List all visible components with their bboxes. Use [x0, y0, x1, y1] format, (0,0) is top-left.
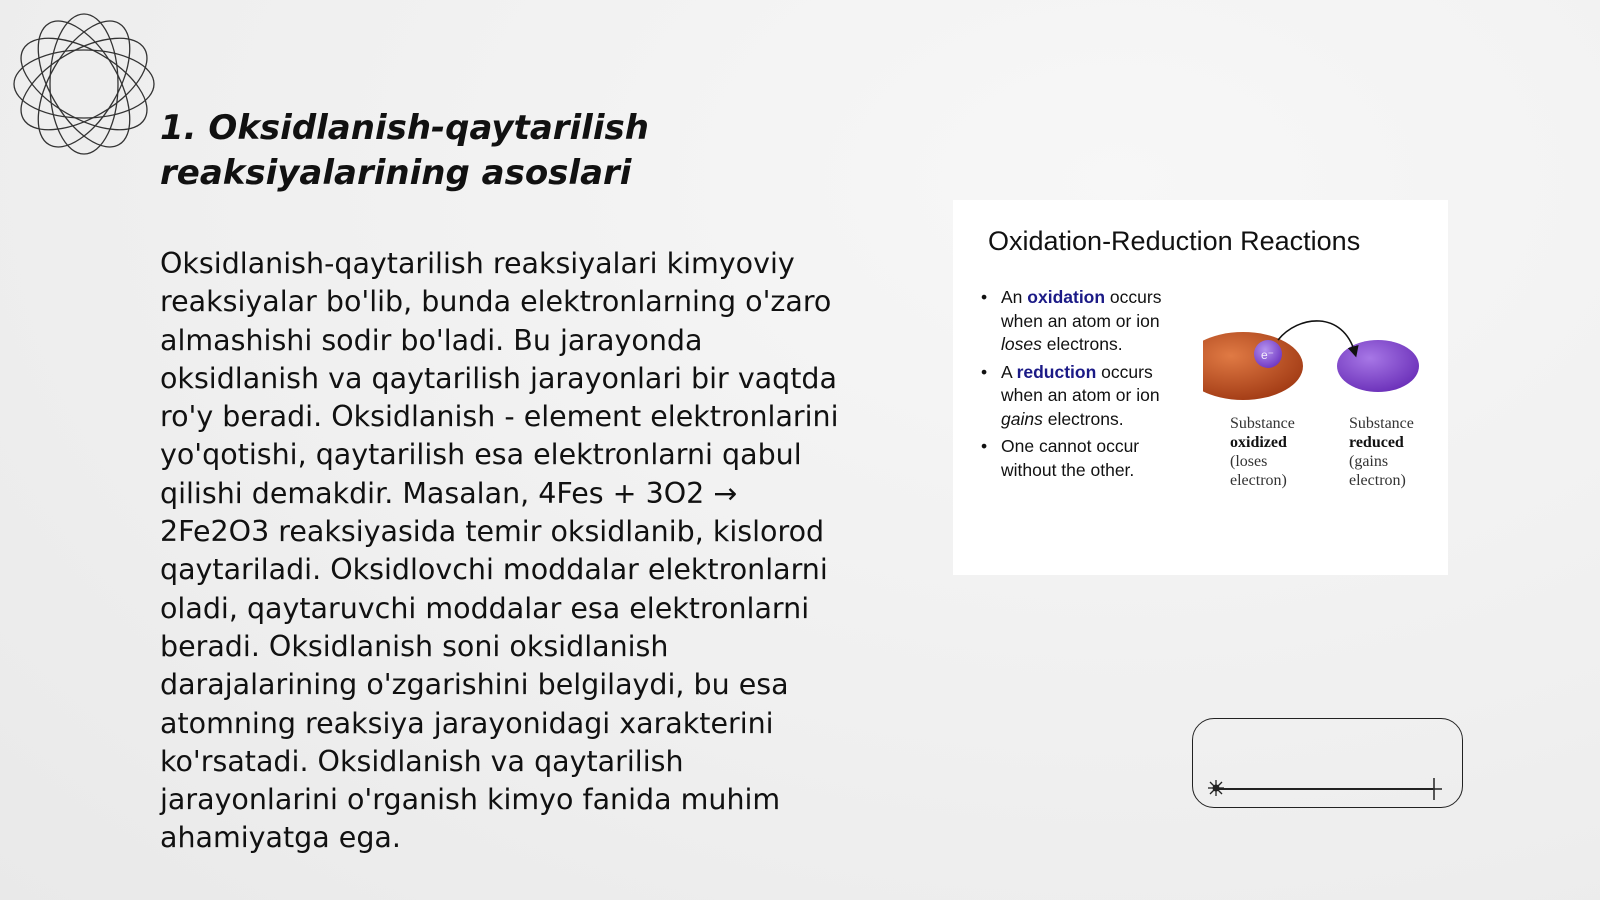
plus-icon[interactable] — [1424, 777, 1444, 801]
slide-title-line2: reaksiyalarining asoslari — [160, 153, 632, 193]
bullet-interdependence: • One cannot occur without the other. — [978, 435, 1188, 482]
decorative-logo — [10, 10, 158, 158]
caption-oxidized: Substance oxidized (loses electron) — [1230, 415, 1295, 489]
slide-title — [160, 106, 860, 196]
bullet-reduction: • A reduction occurs when an atom or ion gains electrons. — [978, 361, 1188, 432]
electron-transfer-diagram — [1203, 310, 1433, 420]
electron-label: e⁻ — [1261, 348, 1275, 362]
caption-reduced: Substance reduced (gains electron) — [1349, 415, 1414, 489]
slide-title-line1: 1. Oksidlanish-qaytarilish — [160, 108, 649, 148]
keyword-oxidation: oxidation — [1027, 287, 1106, 307]
oxidized-substance-sphere — [1203, 332, 1303, 400]
slide-body-text: Oksidlanish-qaytarilish reaksiyalari kimyoviy reaksiyalar bo'lib, bunda elektronlarning o'zaro almashishi sodir bo'ladi. Bu jarayonda oksidlanish va qaytarilish jarayonlari bir vaqtda ro'y beradi. Oksidlanish - element elektronlarini yo'qotishi, qaytarilish esa elektronlarni qabul qilishi demakdir. Masalan, 4Fes + 3O2 → 2Fe2O3 reaksiyasida temir oksidlanib, kislorod qaytariladi. Oksidlovchi moddalar elektronlarni oladi, qaytaruvchi moddalar esa elektronlarni beradi. Oksidlanish soni oksidlanish darajalarining o'zgarishini belgilaydi, bu esa atomning reaksiya jarayonidagi xarakterini ko'rsatadi. Oksidlanish va qaytarilish jarayonlarini o'rganish kimyo fanida muhim ahamiyatga ega. — [160, 247, 839, 855]
redox-figure — [953, 200, 1448, 575]
figure-title: Oxidation-Reduction Reactions — [988, 226, 1361, 256]
bullet-oxidation: • An oxidation occurs when an atom or ion loses electrons. — [978, 286, 1188, 357]
keyword-reduction: reduction — [1016, 361, 1097, 382]
reduced-substance-sphere — [1337, 340, 1419, 392]
figure-bullets — [978, 286, 1188, 486]
media-player-control[interactable] — [1192, 718, 1463, 808]
progress-track[interactable] — [1215, 788, 1433, 790]
